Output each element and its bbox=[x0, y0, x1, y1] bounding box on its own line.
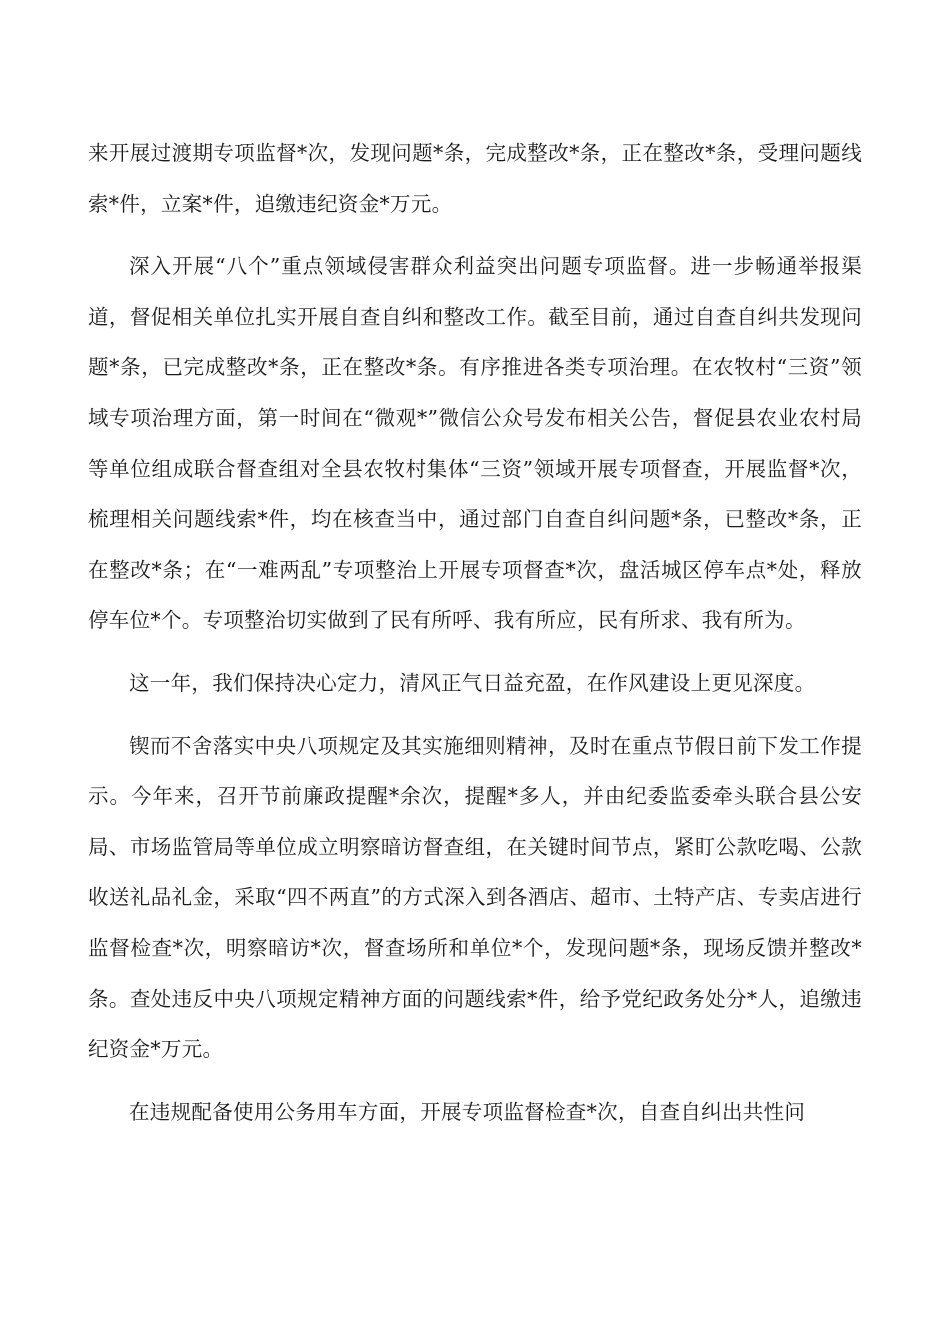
document-body bbox=[88, 128, 862, 1149]
paragraph: 来开展过渡期专项监督*次，发现问题*条，完成整改*条，正在整改*条，受理问题线索*件，立案*件，追缴违纪资金*万元。 bbox=[88, 141, 862, 216]
paragraph: 锲而不舍落实中央八项规定及其实施细则精神，及时在重点节假日前下发工作提示。今年来，召开节前廉政提醒*余次，提醒*多人，并由纪委监委牵头联合县公安局、市场监管局等单位成立明察暗访督查组，在关键时间节点，紧盯公款吃喝、公款收送礼品礼金，采取“四不两直”的方式深入到各酒店、超市、土特产店、专卖店进行监督检查*次，明察暗访*次，督查场所和单位*个，发现问题*条，现场反馈并整改*条。查处违反中央八项规定精神方面的问题线索*件，给予党纪政务处分*人，追缴违纪资金*万元。 bbox=[88, 733, 862, 1062]
paragraph: 这一年，我们保持决心定力，清风正气日益充盈，在作风建设上更见深度。 bbox=[129, 670, 816, 695]
paragraph: 在违规配备使用公务用车方面，开展专项监督检查*次，自查自纠出共性问 bbox=[129, 1099, 806, 1124]
paragraph: 深入开展“八个”重点领域侵害群众利益突出问题专项监督。进一步畅通举报渠道，督促相关单位扎实开展自查自纠和整改工作。截至目前，通过自查自纠共发现问题*条，已完成整改*条，正在整改*条。有序推进各类专项治理。在农牧村“三资”领域专项治理方面，第一时间在“微观*”微信公众号发布相关公告，督促县农业农村局等单位组成联合督查组对全县农牧村集体“三资”领域开展专项督查，开展监督*次，梳理相关问题线索*件，均在核查当中，通过部门自查自纠问题*条，已整改*条，正在整改*条；在“一难两乱”专项整治上开展专项督查*次，盘活城区停车点*处，释放停车位*个。专项整治切实做到了民有所呼、我有所应，民有所求、我有所为。 bbox=[88, 254, 862, 633]
